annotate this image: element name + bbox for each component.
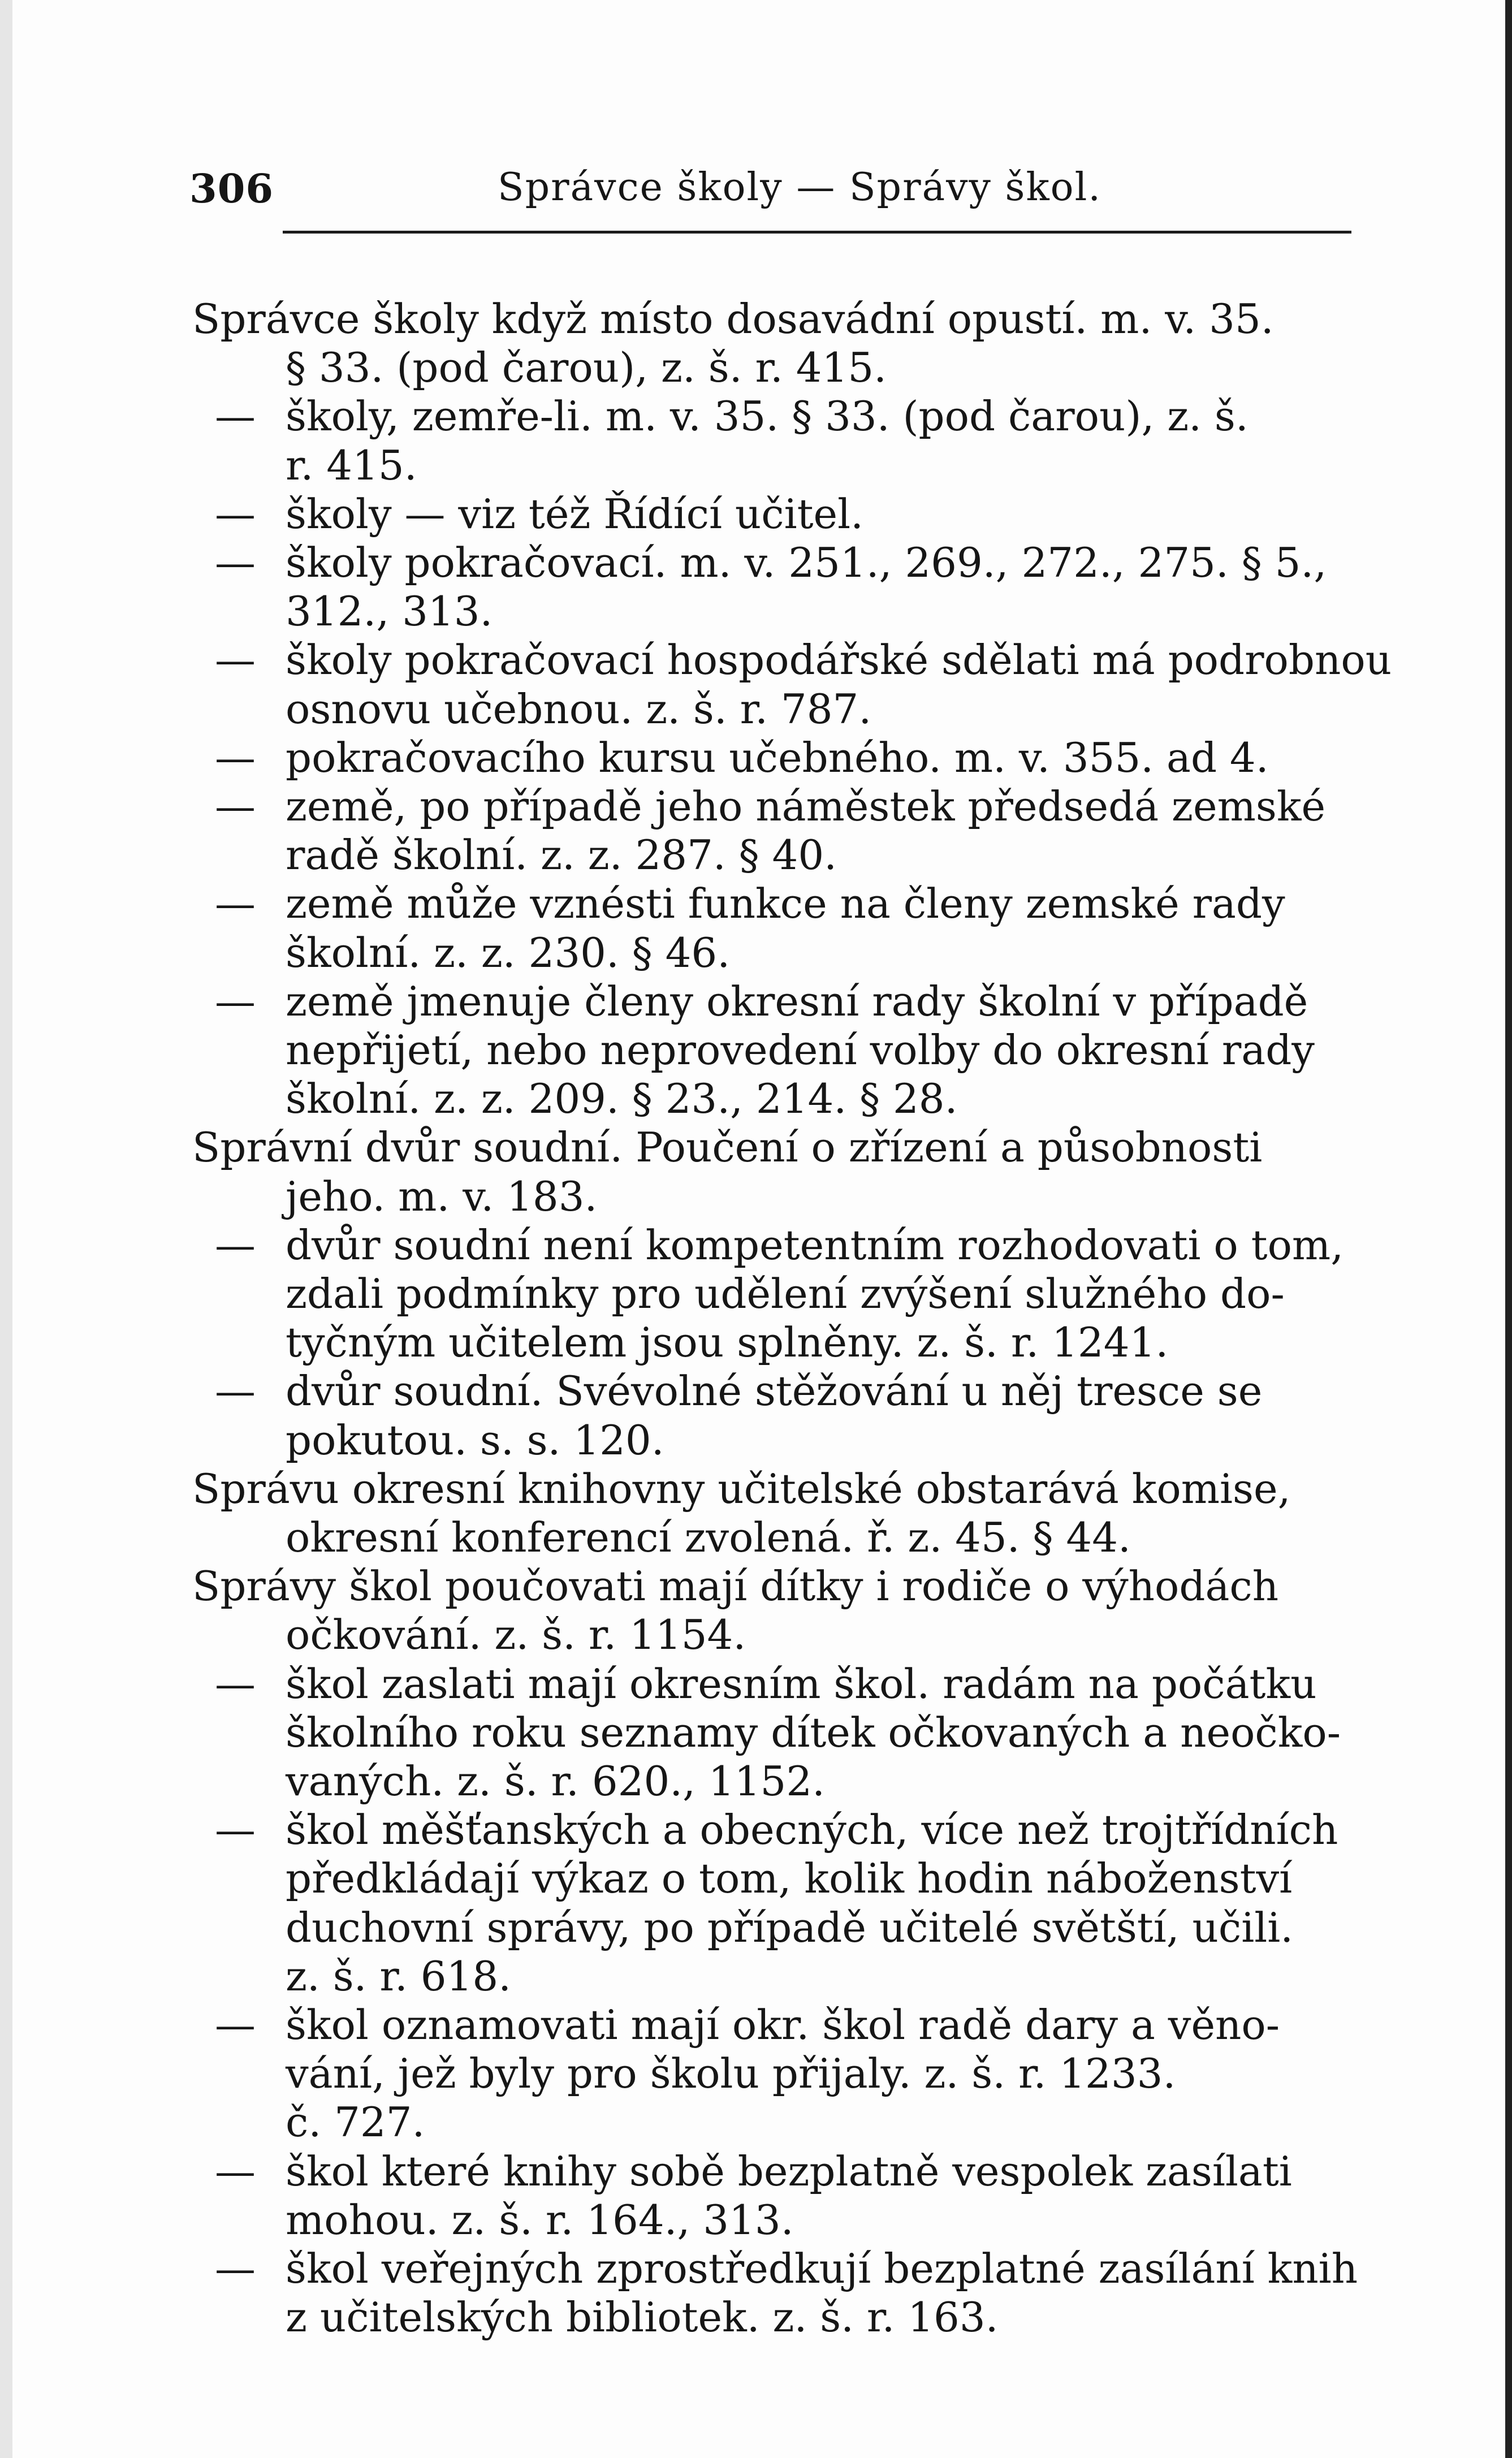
entry-text: radě školní. z. z. 287. § 40. xyxy=(286,831,837,879)
index-continuation xyxy=(0,2097,1512,2147)
entry-dash: — xyxy=(215,1806,256,1854)
index-subentry xyxy=(0,1659,1512,1709)
entry-text: školní. z. z. 230. § 46. xyxy=(286,928,731,977)
entry-text: mohou. z. š. r. 164., 313. xyxy=(286,2196,794,2244)
running-head: Správce školy — Správy škol. xyxy=(498,165,1101,210)
index-subentry xyxy=(0,2244,1512,2293)
entry-text: školy pokračovací. m. v. 251., 269., 272., 275. § 5., xyxy=(286,539,1327,586)
index-continuation xyxy=(0,2049,1512,2098)
index-continuation xyxy=(0,1172,1512,1221)
entry-text: Správce školy když místo dosavádní opustí. m. v. 35. xyxy=(192,295,1274,343)
entry-text: pokračovacího kursu učebného. m. v. 355. ad 4. xyxy=(286,733,1269,781)
index-subentry xyxy=(0,733,1512,783)
entry-text: očkování. z. š. r. 1154. xyxy=(286,1611,746,1659)
index-continuation xyxy=(0,1610,1512,1660)
entry-text: škol měšťanských a obecných, více než trojtřídních xyxy=(286,1806,1338,1854)
index-subentry xyxy=(0,391,1512,441)
entry-text: 312., 313. xyxy=(286,587,493,636)
entry-text: předkládají výkaz o tom, kolik hodin náboženství xyxy=(286,1855,1293,1903)
entry-dash: — xyxy=(215,1221,256,1269)
index-continuation xyxy=(0,1269,1512,1319)
entry-dash: — xyxy=(215,2001,256,2049)
index-subentry xyxy=(0,781,1512,831)
entry-text: jeho. m. v. 183. xyxy=(286,1172,598,1220)
index-subentry xyxy=(0,1366,1512,1416)
index-entry xyxy=(0,294,1512,344)
entry-text: škol zaslati mají okresním škol. radám na počátku xyxy=(286,1660,1317,1708)
index-subentry xyxy=(0,879,1512,928)
entry-text: vaných. z. š. r. 620., 1152. xyxy=(286,1757,826,1805)
index-continuation xyxy=(0,1854,1512,1903)
index-continuation xyxy=(0,1708,1512,1757)
index-subentry xyxy=(0,635,1512,685)
entry-dash: — xyxy=(215,1367,256,1415)
entry-text: školy — viz též Řídící učitel. xyxy=(286,490,864,538)
index-subentry xyxy=(0,977,1512,1026)
index-continuation xyxy=(0,343,1512,392)
index-subentry xyxy=(0,1805,1512,1855)
index-continuation xyxy=(0,684,1512,734)
page-number: 306 xyxy=(189,165,274,212)
entry-text: vání, jež byly pro školu přijaly. z. š. r. 1233. xyxy=(286,2050,1176,2098)
entry-dash: — xyxy=(215,539,256,586)
index-subentry xyxy=(0,1220,1512,1270)
index-continuation xyxy=(0,1317,1512,1367)
index-subentry xyxy=(0,2146,1512,2196)
index-entry xyxy=(0,1464,1512,1514)
entry-text: tyčným učitelem jsou splněny. z. š. r. 1241. xyxy=(286,1319,1169,1367)
entry-text: škol oznamovati mají okr. škol radě dary a věno- xyxy=(286,2001,1280,2049)
index-subentry xyxy=(0,2000,1512,2050)
entry-text: Správu okresní knihovny učitelské obstarává komise, xyxy=(192,1465,1291,1513)
index-continuation xyxy=(0,586,1512,636)
entry-text: školní. z. z. 209. § 23., 214. § 28. xyxy=(286,1075,958,1123)
entry-dash: — xyxy=(215,880,256,928)
entry-text: r. 415. xyxy=(286,441,417,489)
entry-text: osnovu učebnou. z. š. r. 787. xyxy=(286,685,872,733)
entry-dash: — xyxy=(215,2245,256,2292)
index-continuation xyxy=(0,1025,1512,1075)
entry-text: země může vznésti funkce na členy zemské rady xyxy=(286,880,1285,928)
entry-text: č. 727. xyxy=(286,2098,425,2146)
index-continuation xyxy=(0,1756,1512,1806)
index-continuation xyxy=(0,1951,1512,2001)
entry-dash: — xyxy=(215,636,256,684)
entry-text: školy, zemře-li. m. v. 35. § 33. (pod čarou), z. š. xyxy=(286,392,1249,440)
index-continuation xyxy=(0,1903,1512,1952)
entry-text: země jmenuje členy okresní rady školní v případě xyxy=(286,977,1308,1025)
entry-dash: — xyxy=(215,977,256,1025)
entry-text: § 33. (pod čarou), z. š. r. 415. xyxy=(286,344,887,392)
index-subentry xyxy=(0,538,1512,587)
entry-text: duchovní správy, po případě učitelé světští, učili. xyxy=(286,1903,1294,1951)
entry-text: Správní dvůr soudní. Poučení o zřízení a působnosti xyxy=(192,1124,1263,1172)
entry-text: z učitelských bibliotek. z. š. r. 163. xyxy=(286,2293,999,2342)
index-continuation xyxy=(0,830,1512,880)
entry-text: země, po případě jeho náměstek předsedá zemské xyxy=(286,783,1326,830)
entry-text: okresní konferencí zvolená. ř. z. 45. § 44. xyxy=(286,1514,1131,1561)
entry-text: školy pokračovací hospodářské sdělati má podrobnou xyxy=(286,636,1392,684)
entry-text: zdali podmínky pro udělení zvýšení služného do- xyxy=(286,1270,1285,1317)
entry-dash: — xyxy=(215,490,256,538)
entry-text: dvůr soudní. Svévolné stěžování u něj tresce se xyxy=(286,1367,1263,1415)
index-continuation xyxy=(0,440,1512,490)
entry-text: z. š. r. 618. xyxy=(286,1952,512,2000)
entry-text: Správy škol poučovati mají dítky i rodiče o výhodách xyxy=(192,1562,1279,1610)
entry-dash: — xyxy=(215,392,256,440)
entry-dash: — xyxy=(215,733,256,781)
entry-dash: — xyxy=(215,2147,256,2195)
index-continuation xyxy=(0,1513,1512,1562)
index-continuation xyxy=(0,2195,1512,2245)
index-entry xyxy=(0,1122,1512,1172)
index-continuation xyxy=(0,1074,1512,1124)
index-entry xyxy=(0,1561,1512,1611)
entry-text: škol veřejných zprostředkují bezplatné zasílání knih xyxy=(286,2245,1358,2292)
entry-text: dvůr soudní není kompetentním rozhodovati o tom, xyxy=(286,1221,1344,1269)
entry-dash: — xyxy=(215,1660,256,1708)
entry-text: nepřijetí, nebo neprovedení volby do okresní rady xyxy=(286,1026,1315,1074)
index-continuation xyxy=(0,928,1512,978)
index-continuation xyxy=(0,1415,1512,1465)
index-continuation xyxy=(0,2292,1512,2342)
index-subentry xyxy=(0,489,1512,539)
entry-text: školního roku seznamy dítek očkovaných a neočko- xyxy=(286,1708,1341,1756)
entry-text: škol které knihy sobě bezplatně vespolek zasílati xyxy=(286,2147,1292,2195)
entry-dash: — xyxy=(215,783,256,830)
entry-text: pokutou. s. s. 120. xyxy=(286,1416,664,1464)
